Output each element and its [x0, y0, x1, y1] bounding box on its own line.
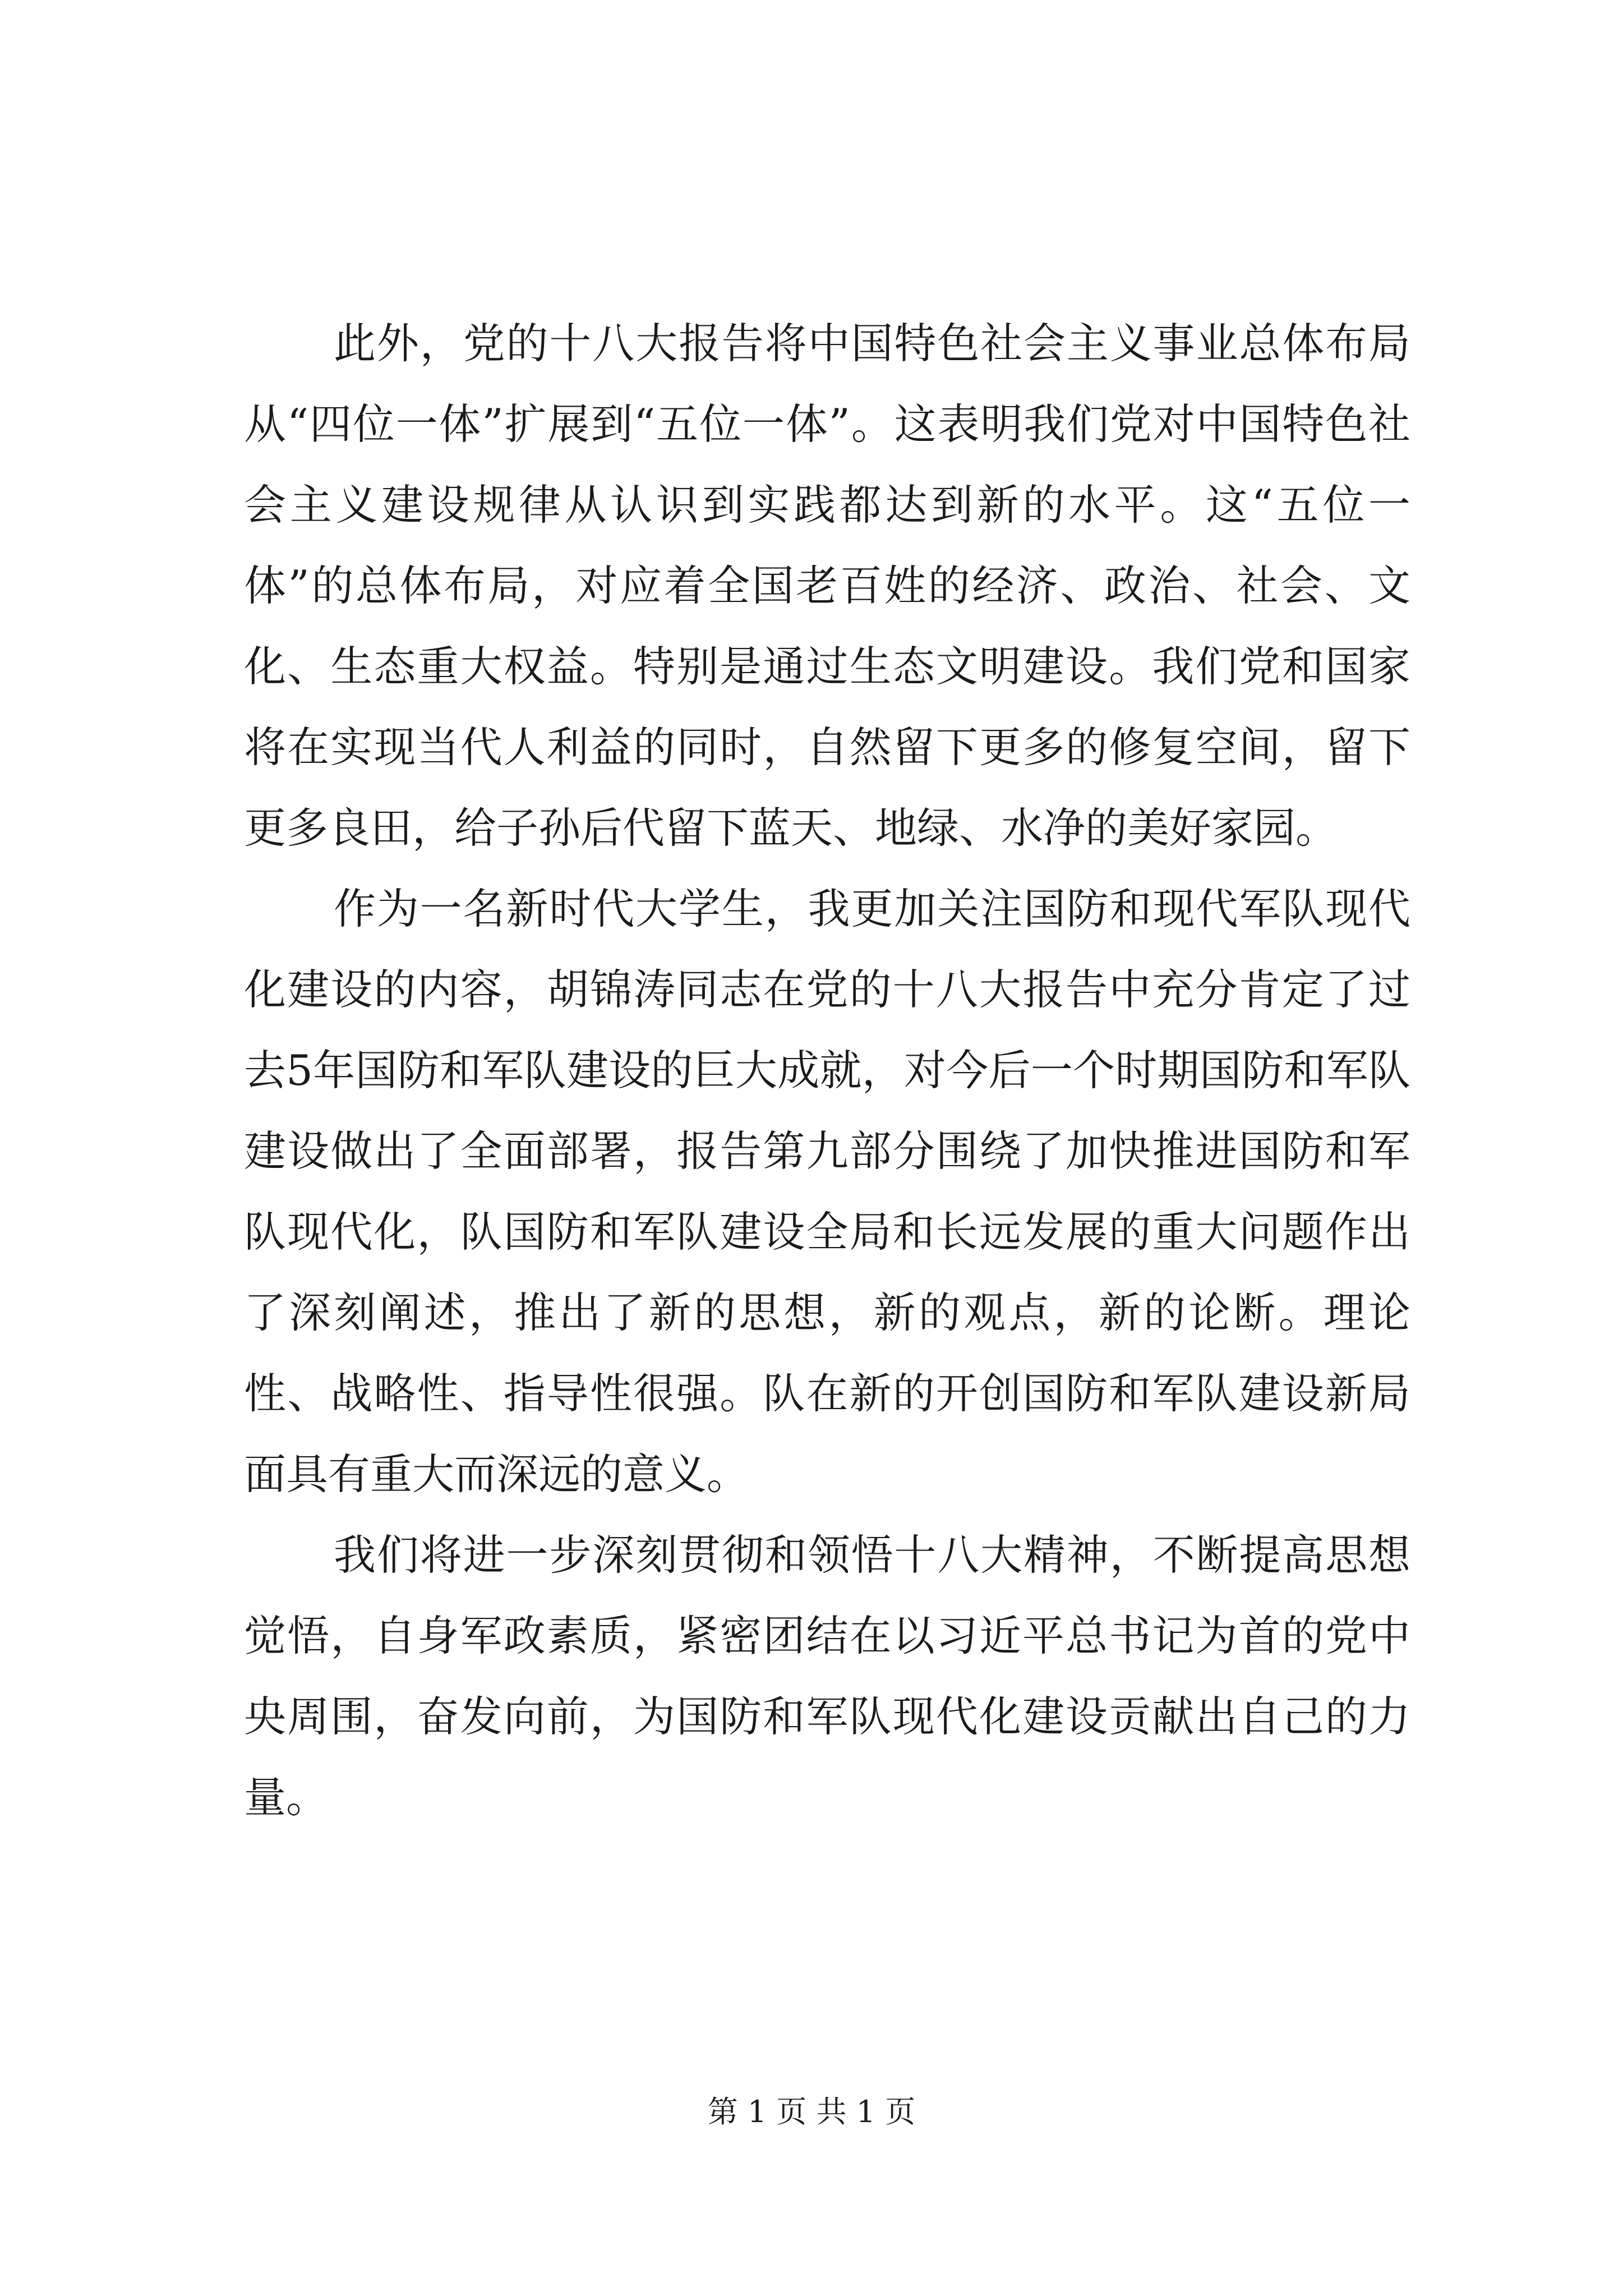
document-body: [244, 303, 1410, 1838]
paragraph-3: 我们将进一步深刻贯彻和领悟十八大精神，不断提高思想觉悟，自身军政素质，紧密团结在以习近平总书记为首的党中央周围，奋发向前，为国防和军队现代化建设贡献出自己的力量。: [244, 1530, 1410, 1822]
page-number-footer: 第 1 页 共 1 页: [707, 2094, 916, 2129]
paragraph-2: 作为一名新时代大学生，我更加关注国防和现代军队现代化建设的内容，胡锦涛同志在党的十八大报告中充分肯定了过去5年国防和军队建设的巨大成就，对今后一个时期国防和军队建设做出了全面部署，报告第九部分围绕了加快推进国防和军队现代化，队国防和军队建设全局和长远发展的重大问题作出了深刻阐述，推出了新的思想，新的观点，新的论断。理论性、战略性、指导性很强。队在新的开创国防和军队建设新局面具有重大而深远的意义。: [244, 884, 1410, 1499]
paragraph-1: 此外，党的十八大报告将中国特色社会主义事业总体布局从“四位一体”扩展到“五位一体”。这表明我们党对中国特色社会主义建设规律从认识到实践都达到新的水平。这“五位一体”的总体布局，对应着全国老百姓的经济、政治、社会、文化、生态重大权益。特别是通过生态文明建设。我们党和国家将在实现当代人利益的同时，自然留下更多的修复空间，留下更多良田，给子孙后代留下蓝天、地绿、水净的美好家园。: [244, 319, 1410, 853]
